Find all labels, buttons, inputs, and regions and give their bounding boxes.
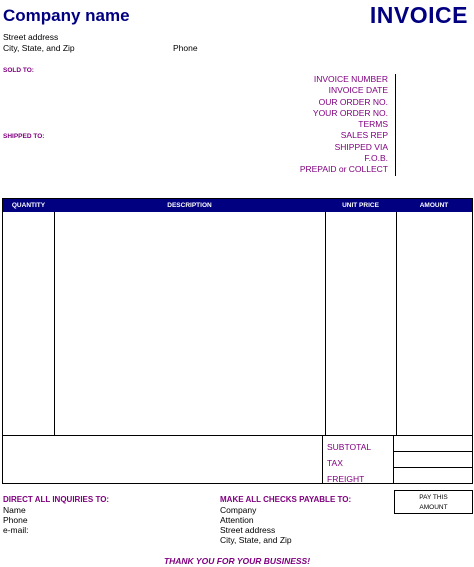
amount-label: AMOUNT xyxy=(419,504,448,511)
street-address: Street address xyxy=(3,32,59,42)
inquiries-email: e-mail: xyxy=(3,525,29,535)
totals-row-line xyxy=(393,451,473,452)
info-divider xyxy=(395,74,396,176)
items-table xyxy=(2,198,473,436)
field-sales-rep: SALES REP xyxy=(340,130,388,141)
col-amount: AMOUNT xyxy=(419,202,449,209)
field-invoice-date: INVOICE DATE xyxy=(328,85,388,96)
totals-area xyxy=(2,435,473,484)
field-prepaid-collect: PREPAID or COLLECT xyxy=(299,164,388,175)
checks-heading: MAKE ALL CHECKS PAYABLE TO: xyxy=(220,495,352,504)
totals-divider xyxy=(322,436,323,484)
col-divider xyxy=(396,212,397,435)
field-fob: F.O.B. xyxy=(364,153,388,164)
city-state-zip: City, State, and Zip xyxy=(3,43,75,53)
col-unit-price: UNIT PRICE xyxy=(342,202,379,209)
col-divider xyxy=(325,212,326,435)
thank-you-message: THANK YOU FOR YOUR BUSINESS! xyxy=(163,556,311,566)
sold-to-label: SOLD TO: xyxy=(3,67,34,74)
field-our-order-no: OUR ORDER NO. xyxy=(318,96,388,107)
col-description: DESCRIPTION xyxy=(167,202,212,209)
checks-city: City, State, and Zip xyxy=(220,535,292,545)
shipped-to-label: SHIPPED TO: xyxy=(3,133,45,140)
col-quantity: QUANTITY xyxy=(11,202,46,209)
checks-attention: Attention xyxy=(220,515,254,525)
invoice-info-fields xyxy=(300,74,388,176)
field-shipped-via: SHIPPED VIA xyxy=(334,141,388,152)
field-terms: TERMS xyxy=(358,119,388,130)
invoice-title: INVOICE xyxy=(369,2,468,28)
checks-company: Company xyxy=(220,505,257,515)
col-divider xyxy=(54,212,55,435)
inquiries-heading: DIRECT ALL INQUIRIES TO: xyxy=(3,495,110,504)
items-table-header xyxy=(3,199,472,212)
phone-label: Phone xyxy=(173,43,198,53)
checks-street: Street address xyxy=(220,525,276,535)
inquiries-phone: Phone xyxy=(3,515,28,525)
field-your-order-no: YOUR ORDER NO. xyxy=(312,107,388,118)
pay-this-label: PAY THIS xyxy=(419,494,448,501)
totals-divider xyxy=(393,436,394,484)
totals-row-line xyxy=(393,467,473,468)
freight-label: FREIGHT xyxy=(327,474,365,484)
subtotal-label: SUBTOTAL xyxy=(327,442,372,452)
inquiries-name: Name xyxy=(3,505,26,515)
pay-this-amount-box xyxy=(394,490,473,514)
company-name: Company name xyxy=(3,6,130,25)
field-invoice-number: INVOICE NUMBER xyxy=(313,74,388,84)
tax-label: TAX xyxy=(327,458,343,468)
